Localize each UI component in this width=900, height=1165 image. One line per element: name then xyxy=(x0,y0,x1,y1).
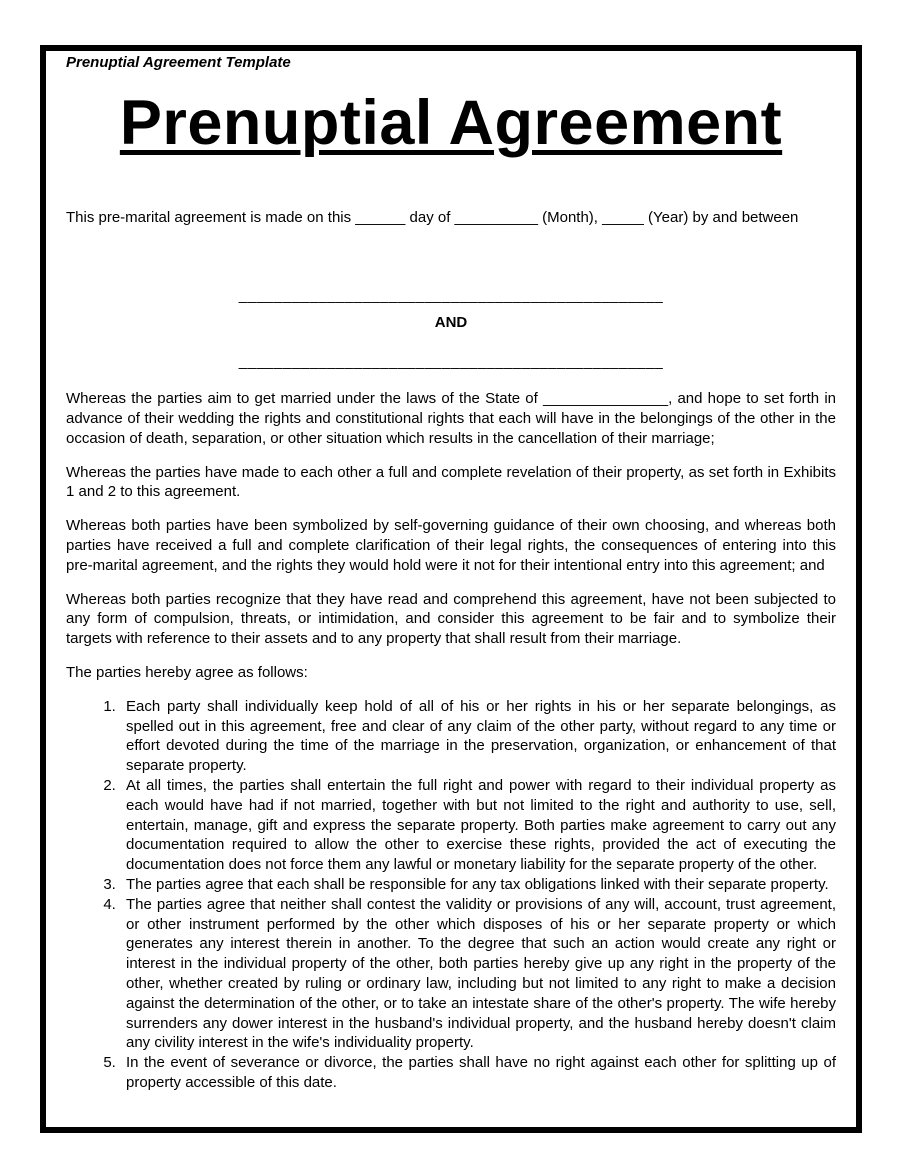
document-page-border xyxy=(40,45,862,1133)
recital-paragraph-4: Whereas both parties recognize that they have read and comprehend this agreement, have not been subjected to any form of compulsion, threats, or intimidation, and consider this agreement to be fair and to symbolize their targets with reference to their assets and to any property that shall result from their marriage. xyxy=(66,590,836,648)
term-item-3: 3. The parties agree that each shall be responsible for any tax obligations linked with their separate property. xyxy=(120,875,836,895)
party-name-blank-1: ________________________________________________ xyxy=(238,286,664,304)
terms-list xyxy=(66,697,836,1093)
template-header-label: Prenuptial Agreement Template xyxy=(66,54,291,71)
recital-paragraph-1: Whereas the parties aim to get married under the laws of the State of _______________, and hope to set forth in advance of their wedding the rights and constitutional rights that each will have in the belongings of the other in the occasion of death, separation, or other situation which results in the cancellation of their marriage; xyxy=(66,390,836,447)
recital-paragraph-3: Whereas both parties have been symbolized by self-governing guidance of their own choosing, and whereas both parties have received a full and complete clarification of their legal rights, the consequences of entering into this pre-marital agreement, and the rights they would hold were it not for their intentional entry into this agreement; and xyxy=(66,517,836,574)
term-item-2: 2. At all times, the parties shall entertain the full right and power with regard to their individual property as each would have had if not married, together with but not limited to the right and authority to use, sell, entertain, manage, gift and express the separate property. Both parties make agreement to carry out any documentation required to allow the other to exercise these rights, provided the act of executing the documentation does not force them any lawful or monetary liability for the separate property of the other. xyxy=(120,776,836,875)
document-title: Prenuptial Agreement xyxy=(119,87,783,158)
term-item-5: 5. In the event of severance or divorce, the parties shall have no right against each other for splitting up of property accessible of this date. xyxy=(120,1053,836,1093)
recital-paragraph-2: Whereas the parties have made to each other a full and complete revelation of their property, as set forth in Exhibits 1 and 2 to this agreement. xyxy=(66,463,836,501)
term-item-4: 4. The parties agree that neither shall contest the validity or provisions of any will, account, trust agreement, or other instrument performed by the other which disposes of his or her separate property or which generates any interest therein in another. To the degree that such an action would create any right or interest in the individual property of the other, both parties hereby give up any right in the property of the other, whether created by ruling or ordinary law, including but not limited to any right to make a decision against the determination of the other, or to take an intestate share of the other's property. The wife hereby surrenders any dower interest in the husband's individual property, and the husband hereby doesn't claim any civility interest in the wife's individuality property. xyxy=(120,895,836,1053)
opening-paragraph: This pre-marital agreement is made on this ______ day of __________ (Month), _____ (Year) by and between xyxy=(66,209,799,227)
term-item-1: 1. Each party shall individually keep hold of all of his or her rights in his or her separate belongings, as spelled out in this agreement, free and clear of any claim of the other party, without regard to any time or effort devoted during the time of the marriage in the preservation, organization, or enhancement of that separate property. xyxy=(120,697,836,776)
and-separator-label: AND xyxy=(434,313,468,331)
party-name-blank-2: ________________________________________________ xyxy=(238,353,664,371)
agreement-lead-in: The parties hereby agree as follows: xyxy=(66,664,308,681)
